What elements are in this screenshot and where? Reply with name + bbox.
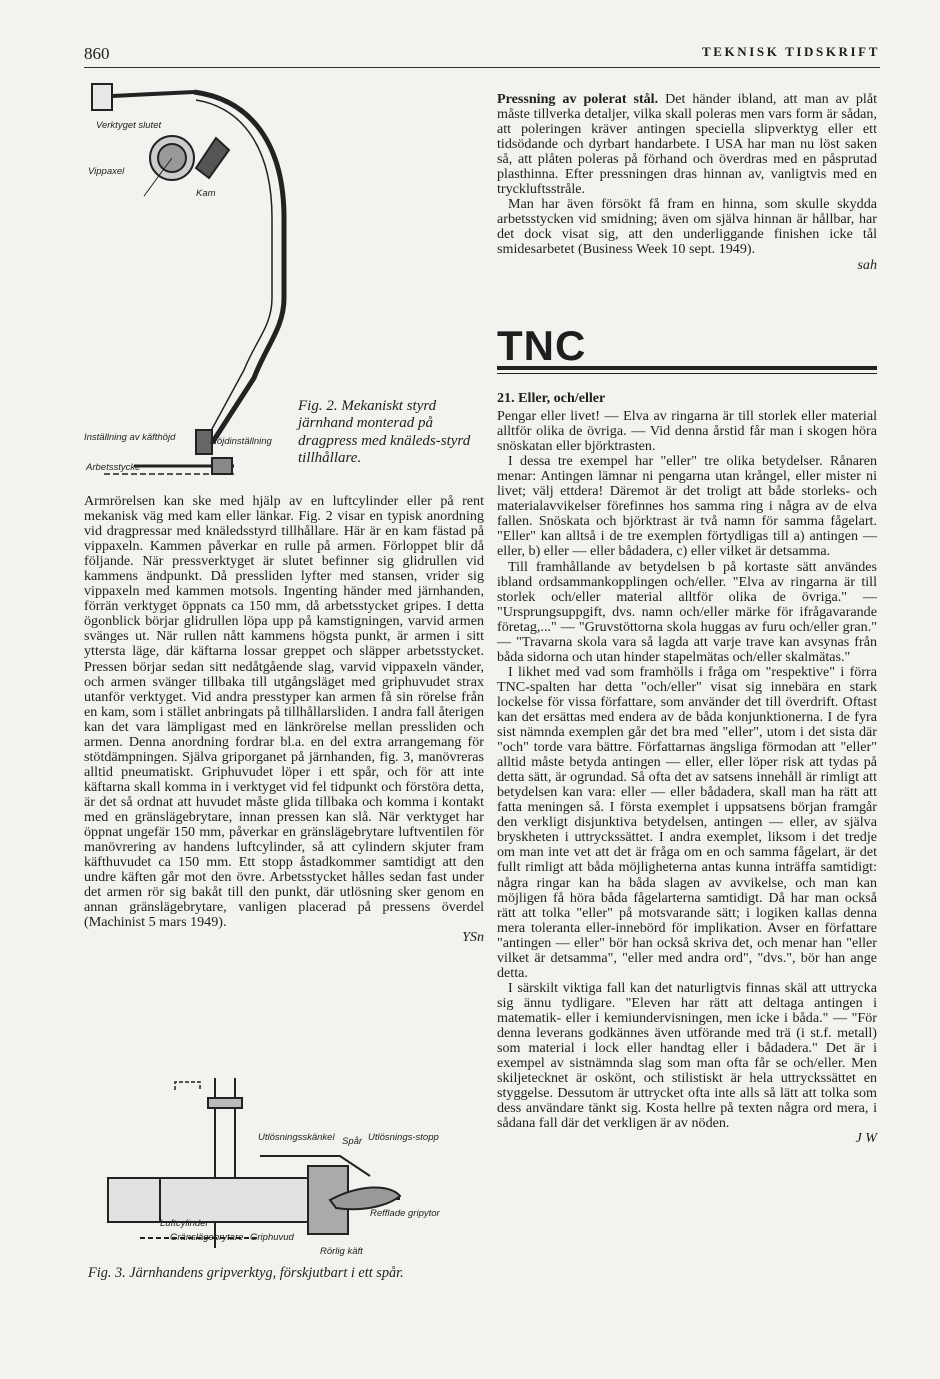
label-height-setting: Höjdinställning bbox=[210, 436, 272, 447]
label-workpiece: Arbetsstycke bbox=[86, 462, 141, 473]
right-top-article bbox=[497, 92, 877, 273]
tnc-article bbox=[497, 391, 877, 1146]
label-tool-closed: Verktyget slutet bbox=[96, 120, 162, 131]
fig3-caption: Fig. 3. Järnhandens gripverktyg, förskjutbart i ett spår. bbox=[88, 1265, 404, 1281]
label-release-stop: Utlösnings-stopp bbox=[368, 1132, 439, 1143]
label-setting-jaw-height: Inställning av käfthöjd bbox=[84, 432, 176, 443]
tnc-paragraph-2: I dessa tre exempel har "eller" tre olika betydelser. Rånaren menar: Antingen lämnar ni pengarna utan krångel, eller mister ni livet; välj ettdera! Däremot är det troligt att både storleks- och materialavvikelser förefinnes hos samma ring i några av de elva fallen. Snöskata och björktrast är två namn för samma fågelart. "Eller" kan alltså i de tre exemplen förtydligas till a) antingen — eller, b) eller — eller bådadera, c) eller vilket är detsamma. bbox=[497, 453, 877, 560]
tnc-paragraph-3: Till framhållande av betydelsen b på kortaste sätt användes ibland ordsammankopplingen och/eller. "Elva av ringarna är till storlek och/eller material alltför olika de övriga." — "Ursprungsuppgift, dvs. namn och/eller märke för ifrågavarande företag,..." — "Gruvstöttorna skola huggas av furu och/eller gran." — "Travarna skola vara så lagda att varje trave kan avsynas från båda sidorna och utan hinder stapelmätas och/eller skalmätas." bbox=[497, 558, 877, 665]
tnc-signature: J W bbox=[855, 1130, 877, 1147]
label-air-cylinder: Luftcylinder bbox=[160, 1218, 209, 1229]
label-spring-jaw: Refflade gripytor bbox=[370, 1208, 440, 1219]
polishing-heading: Pressning av polerat stål. bbox=[497, 91, 659, 107]
page-number: 860 bbox=[84, 44, 110, 63]
left-signature: YSn bbox=[462, 929, 484, 946]
tnc-paragraph-4: I likhet med vad som framhölls i fråga om "respektive" i förra TNC-spalten har detta "och/eller" visat sig innebära en stark lockelse för vissa författare, som använder det till överdrift. Oftast kan det ersättas med endera av de båda konjunktionerna. I de fyra sist nämnda exemplen går det bra med "eller", utom i det sista där "och" torde vara bättre. Författarnas ängsliga förmodan att "eller" alltid måste betyda antingen — eller, eller löper risk att tydas på detta sätt, är ogrundad. Så ofta det av satsens innehåll är rimligt att betydelsen kan vara: eller — eller bådadera, skall man ha rätt att fatta meningen så. I första exemplet i uppsatsens början framgår den verkligt disjunktiva betydelsen, antingen — eller, av själva bryskheten i uttryckssättet. I andra exemplet, liksom i det tredje om man inte vet att det är fråga om en och samma fågelart, är det fullt rimligt att båda möjligheterna antas kunna inträffa samtidigt: några ringar kan ha båda slagen av avvikelse, och man kan möjligen få höra båda fågelarterna samtidigt. Då har man också rätt att tolka "eller" på motsvarande sätt; i logiken kallas denna mera toleranta eller-innebörd för implikation. Avser en författare "antingen — eller" bör han också skriva det, och menar han "eller vilket är detsamma", "eller med andra ord", "dvs.", bör han ange detta. bbox=[497, 663, 877, 981]
tnc-rule-thin bbox=[497, 373, 877, 374]
cam bbox=[196, 138, 229, 178]
fig3-drawing bbox=[100, 1078, 485, 1263]
label-release-lever: Utlösningsskänkel bbox=[258, 1132, 335, 1143]
label-grip-head: Griphuvud bbox=[250, 1232, 294, 1243]
polishing-paragraph-2: Man har även försökt få fram en hinna, som skulle skydda arbetsstycken vid smidning; även om själva hinnan är hållbar, har det dock visat sig, att den underliggande finishen icke tål smidesarbetet (Business Week 10 sept. 1949). bbox=[497, 196, 877, 258]
tnc-heading: 21. Eller, och/eller bbox=[497, 390, 606, 406]
left-paragraph: Armrörelsen kan ske med hjälp av en luftcylinder eller på rent mekanisk väg med kam eller länkar. Fig. 2 visar en typisk anordning vid dragpressar med knäledsstyrd tillhållare. Här är en kam fästad på vippaxeln. Kammen påverkar en rulle på armen. Förloppet blir då följande. När pressverktyget är slutet befinner sig glidrullen vid kammens ändpunkt. Då pressliden lyfter med stansen, vrider sig vippaxeln med kammen motsols. Ingenting händer med järnhanden, förrän verktyget öppnats ca 150 mm, då arbetsstycket gripes. I detta ögonblick börjar glidrullen löpa upp på kamstigningen, varvid armen svänges ut. När rullen nått kammens högsta punkt, är armen i sitt yttersta läge, där käftarna lossar greppet och släpper arbetsstycket. Pressen börjar sedan sitt nedåtgående slag, varvid vippaxeln vänder, och armen svänger tillbaka till utgångsläget med griphuvudet strax utanför verktyget. Vid andra presstyper kan armen få sin rörelse från en kam, som i stället anbringats på tillhållarsliden. I andra fall återigen kan det vara lämpligast med en länkrörelse mellan pressliden och armen. Denna anordning fordrar bl.a. en del extra arrangemang för stötdämpningen. Själva griporganet på järnhanden, fig. 3, manövreras alltid pneumatiskt. Griphuvudet löper i ett spår, och för att inte käftarna skall komma in i verktyget vid fel tidpunkt och förstöra detta, är det så ordnat att huvudet måste glida tillbaka och komma i kontakt med en gränslägebrytare, innan pressen kan slå. När verktyget har öppnat ungefär 150 mm, påverkar en gränslägebrytare luftventilen för manövrering av handens luftcylinder, så att cylindern skjuter fram käfthuvudet ca 150 mm. Ett stopp åstadkommer samtidigt att den undre käften går mot den övre. Arbetsstycket hålles sedan fast under det armen rör sig bakåt till den punkt, där utlösning sker genom en annan gränslägebrytare, vanligen placerad på pressens överdel (Machinist 5 mars 1949). bbox=[84, 493, 484, 931]
tnc-rule bbox=[497, 366, 877, 370]
header-rule bbox=[84, 67, 880, 68]
tnc-paragraph-5: I särskilt viktiga fall kan det naturligtvis finnas skäl att uttrycka sig ännu tydligare. "Eleven har rätt att deltaga antingen i matematik- eller i kemiundervisningen, men icke i båda." — "För denna leverans godkännes även utförande med trä (i st.f. metall) som material i lock eller handtag eller i bådadera." Det är i exempel av sistnämnda slag som man ofta får se och/eller. Men skiljetecknet är oskönt, och stilistiskt är hela uttryckssättet en styggelse. Dessutom är uttrycket ofta inte alls så lätt att tolka som dess användare tänkt sig. Kosta hellre på texten några ord mera, i sådana fall där det verkligen är av nöden. bbox=[497, 979, 877, 1132]
polishing-paragraph bbox=[497, 92, 877, 197]
label-movable-jaw: Rörlig käft bbox=[320, 1246, 363, 1257]
label-cam: Kam bbox=[196, 188, 216, 199]
polishing-text: Det händer ibland, att man av plåt måste tillverka detaljer, vilka skall poleras men vars form är sådan, att poleringen kräver antingen speciella slipverktyg eller ett tidsödande och dyrbart handarbete. I USA har man nu löst saken så, att plåten poleras på förhand och överdras med en påsprutad plasthinna. Efter pressningen dras hinnan av, vanligtvis med en tryckluftsstråle. bbox=[497, 91, 877, 198]
tnc-paragraph-1: Pengar eller livet! — Elva av ringarna är till storlek eller material alltför olika de övriga. — Vid denna årstid får man i skogen höra snöskatan eller björktrasten. bbox=[497, 408, 877, 455]
tnc-title: TNC bbox=[497, 322, 587, 369]
fig2-drawing bbox=[84, 78, 304, 488]
label-groove: Spår bbox=[342, 1136, 363, 1147]
label-limit-switch: Gränslägebrytare bbox=[170, 1232, 244, 1243]
polishing-signature: sah bbox=[857, 256, 877, 273]
fig2-caption: Fig. 2. Mekaniskt styrd järnhand monterad på dragpress med knäleds-styrd tillhållare. bbox=[298, 398, 471, 467]
tool-block bbox=[92, 84, 112, 110]
label-rocker-axis: Vippaxel bbox=[88, 166, 125, 177]
left-article bbox=[84, 494, 484, 945]
journal-title: TEKNISK TIDSKRIFT bbox=[702, 44, 880, 59]
air-cylinder bbox=[108, 1178, 308, 1222]
arm bbox=[194, 92, 284, 443]
